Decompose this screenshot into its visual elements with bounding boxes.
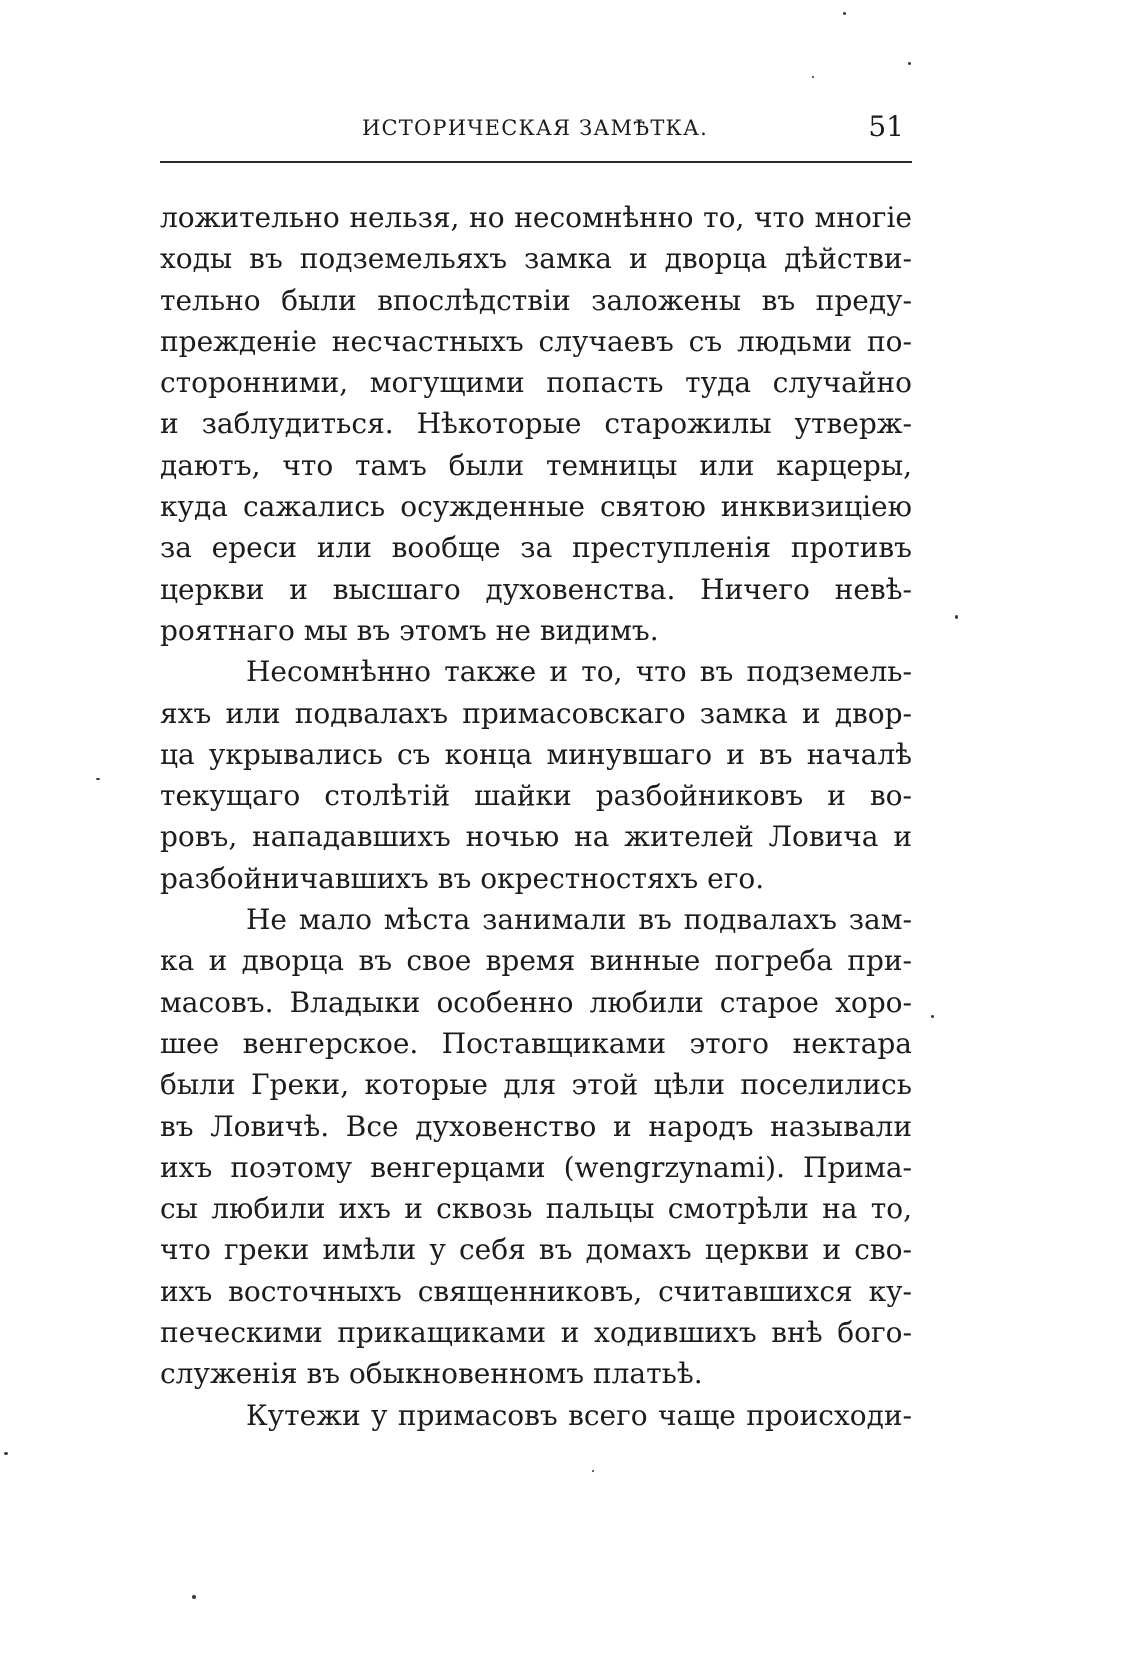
text-line: въ Ловичѣ. Все духовенство и народъ называли [160, 1109, 912, 1143]
text-line: текущаго столѣтій шайки разбойниковъ и во- [160, 779, 912, 813]
text-line: ца укрывались съ конца минувшаго и въ началѣ [160, 737, 912, 771]
body-text [160, 197, 912, 1436]
text-line: печескими прикащиками и ходившихъ внѣ бого- [160, 1316, 912, 1350]
text-line: яхъ или подвалахъ примасовскаго замка и двор- [160, 696, 912, 730]
scan-speck [4, 1452, 8, 1455]
scan-speck [955, 615, 958, 619]
scan-speck [908, 62, 911, 65]
text-line: тельно были впослѣдствіи заложены въ преду- [160, 283, 912, 317]
text-line: ложительно нельзя, но несомнѣнно то, что многіе [160, 201, 912, 234]
text-line: были Греки, которые для этой цѣли поселились [160, 1068, 912, 1102]
text-line: за ереси или вообще за преступленія противъ [160, 531, 912, 565]
paragraph-end-line: роятнаго мы въ этомъ не видимъ. [160, 613, 659, 647]
text-line: сторонними, могущими попасть туда случайно [160, 366, 912, 400]
text-line: ходы въ подземельяхъ замка и дворца дѣйстви- [160, 242, 912, 276]
paragraph-end-line: разбойничавшихъ въ окрестностяхъ его. [160, 861, 765, 895]
text-line: шее венгерское. Поставщиками этого нектара [160, 1026, 912, 1060]
scan-speck [812, 76, 814, 78]
scan-speck [931, 1015, 934, 1018]
text-line: куда сажались осужденные святою инквизиціею [160, 490, 912, 524]
scan-speck [192, 1595, 196, 1599]
text-line: ровъ, нападавшихъ ночью на жителей Ловича и [160, 820, 912, 854]
text-line: ихъ восточныхъ священниковъ, считавшихся ку- [160, 1274, 912, 1308]
paragraph-start-line: Кутежи у примасовъ всего чаще происходи- [246, 1398, 912, 1432]
paragraph-start-line: Не мало мѣста занимали въ подвалахъ зам- [246, 903, 912, 937]
header-rule [160, 161, 912, 163]
text-line: и заблудиться. Нѣкоторые старожилы утверж- [160, 407, 912, 441]
text-line: что греки имѣли у себя въ домахъ церкви и сво- [160, 1233, 912, 1267]
scan-speck [592, 1470, 594, 1472]
text-line: прежденіе несчастныхъ случаевъ съ людьми по- [160, 324, 912, 358]
text-line: церкви и высшаго духовенства. Ничего невѣ- [160, 572, 912, 606]
page-number: 51 [868, 110, 904, 143]
scan-speck [96, 778, 100, 780]
text-line: ихъ поэтому венгерцами (wengrzynami). Прима- [160, 1150, 912, 1184]
running-head-title: ИСТОРИЧЕСКАЯ ЗАМѢТКА. [362, 116, 708, 140]
text-line: ка и дворца въ свое время винные погреба при- [160, 944, 912, 978]
running-head [160, 110, 912, 150]
paragraph-start-line: Несомнѣнно также и то, что въ подземель- [246, 655, 912, 689]
paragraph-end-line: служенія въ обыкновенномъ платьѣ. [160, 1357, 703, 1391]
text-line: сы любили ихъ и сквозь пальцы смотрѣли на то, [160, 1192, 912, 1226]
text-line: масовъ. Владыки особенно любили старое хоро- [160, 985, 912, 1019]
scan-speck [843, 12, 846, 15]
text-line: даютъ, что тамъ были темницы или карцеры, [160, 448, 912, 482]
